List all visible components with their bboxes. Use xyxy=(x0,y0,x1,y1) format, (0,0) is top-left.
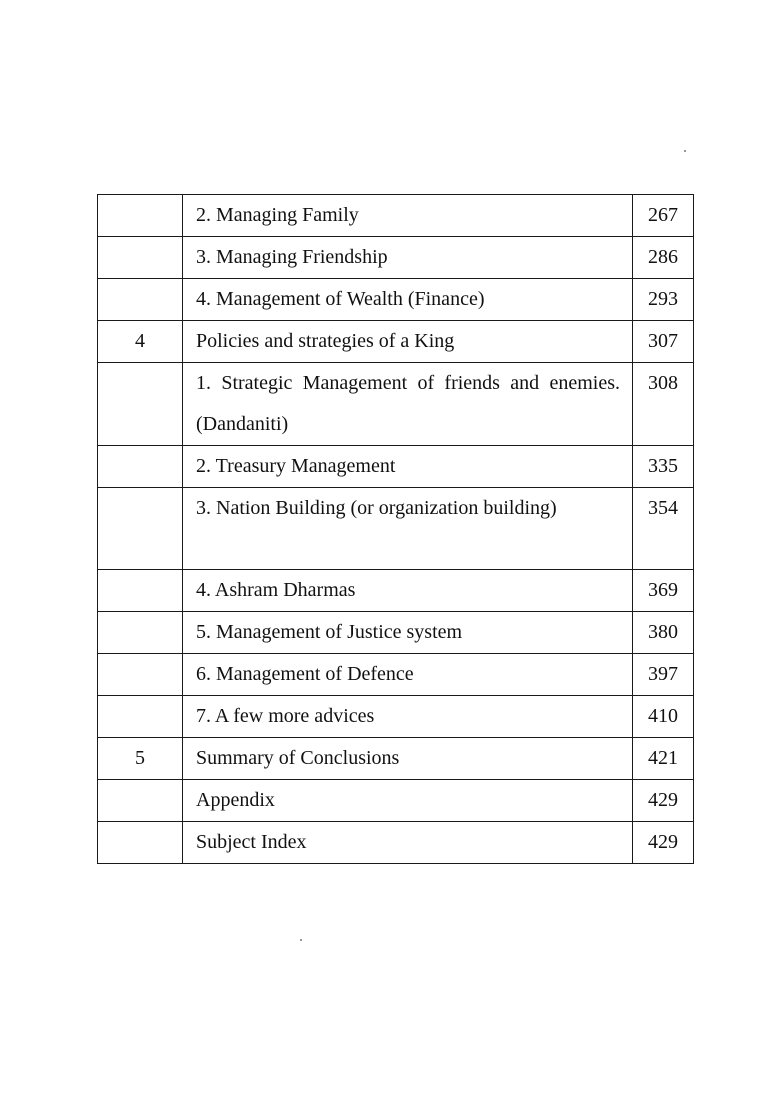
chapter-number xyxy=(98,654,183,696)
toc-row xyxy=(98,780,694,822)
toc-row xyxy=(98,696,694,738)
chapter-number: 5 xyxy=(98,738,183,780)
chapter-number xyxy=(98,780,183,822)
page-number: 421 xyxy=(633,738,694,780)
page-number: 380 xyxy=(633,612,694,654)
page-number: 267 xyxy=(633,195,694,237)
chapter-number xyxy=(98,237,183,279)
scan-speck xyxy=(300,939,302,941)
chapter-number xyxy=(98,570,183,612)
entry-title: 6. Management of Defence xyxy=(183,654,633,696)
page-number: 429 xyxy=(633,780,694,822)
page-number: 293 xyxy=(633,279,694,321)
chapter-number xyxy=(98,363,183,446)
toc-row xyxy=(98,738,694,780)
entry-title: 7. A few more advices xyxy=(183,696,633,738)
page-number: 307 xyxy=(633,321,694,363)
toc-row xyxy=(98,612,694,654)
page-number: 308 xyxy=(633,363,694,446)
scan-speck xyxy=(684,150,686,152)
chapter-number xyxy=(98,446,183,488)
entry-title: Summary of Conclusions xyxy=(183,738,633,780)
page-number: 335 xyxy=(633,446,694,488)
toc-row xyxy=(98,822,694,864)
chapter-number xyxy=(98,195,183,237)
entry-title: 3. Managing Friendship xyxy=(183,237,633,279)
entry-title: 4. Ashram Dharmas xyxy=(183,570,633,612)
table-of-contents xyxy=(97,194,694,864)
entry-title: 1. Strategic Management of friends and enemies. (Dandaniti) xyxy=(183,363,633,446)
toc-row xyxy=(98,488,694,570)
chapter-number xyxy=(98,822,183,864)
entry-title: 2. Managing Family xyxy=(183,195,633,237)
toc-row xyxy=(98,195,694,237)
chapter-number xyxy=(98,279,183,321)
page-number: 429 xyxy=(633,822,694,864)
chapter-number xyxy=(98,612,183,654)
toc-row xyxy=(98,279,694,321)
toc-row xyxy=(98,446,694,488)
entry-title: 4. Management of Wealth (Finance) xyxy=(183,279,633,321)
page-number: 410 xyxy=(633,696,694,738)
toc-row xyxy=(98,237,694,279)
toc-row xyxy=(98,570,694,612)
entry-title: 3. Nation Building (or organization building) xyxy=(183,488,633,570)
page-number: 286 xyxy=(633,237,694,279)
chapter-number xyxy=(98,696,183,738)
entry-title: Policies and strategies of a King xyxy=(183,321,633,363)
entry-title: 5. Management of Justice system xyxy=(183,612,633,654)
chapter-number: 4 xyxy=(98,321,183,363)
toc-row xyxy=(98,654,694,696)
chapter-number xyxy=(98,488,183,570)
page-number: 354 xyxy=(633,488,694,570)
toc-row xyxy=(98,321,694,363)
toc-row xyxy=(98,363,694,446)
entry-title: 2. Treasury Management xyxy=(183,446,633,488)
page-number: 369 xyxy=(633,570,694,612)
entry-title: Subject Index xyxy=(183,822,633,864)
page-number: 397 xyxy=(633,654,694,696)
entry-title: Appendix xyxy=(183,780,633,822)
